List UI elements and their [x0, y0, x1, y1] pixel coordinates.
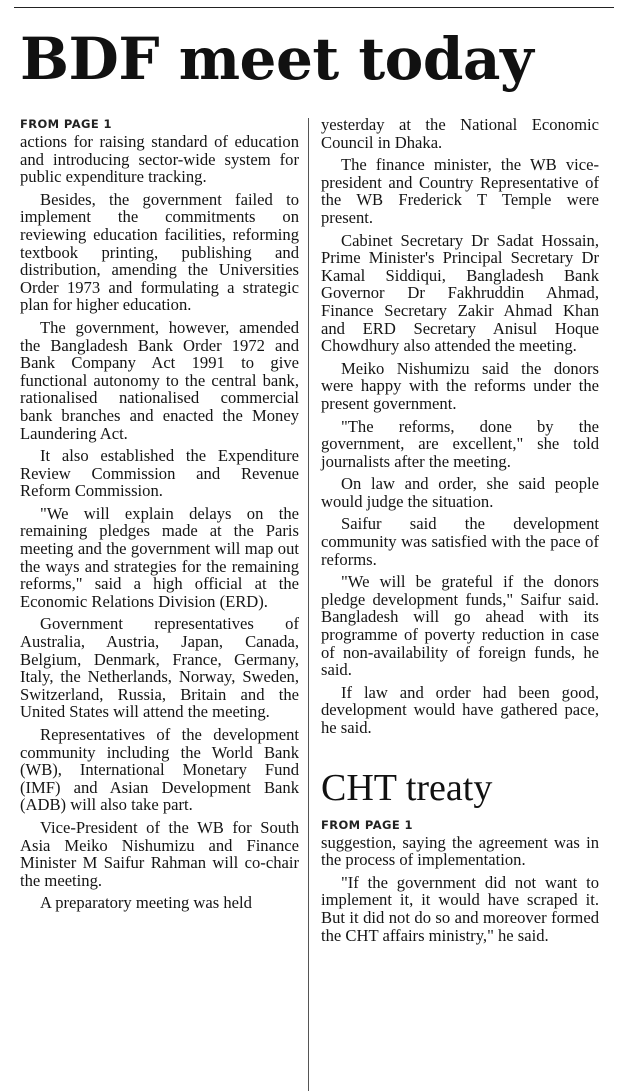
column-divider	[308, 118, 309, 1091]
headline-cht-treaty: CHT treaty	[321, 766, 493, 809]
paragraph: Besides, the government failed to implement the commitments on reviewing education facilities, reforming textbook printing, publishing and distribution, amending the Universities Order 1973 and formulating a strategic plan for higher education.	[20, 189, 299, 315]
kicker-from-page-1: FROM PAGE 1	[321, 817, 413, 832]
kicker-from-page-1: FROM PAGE 1	[20, 117, 112, 131]
paragraph: The finance minister, the WB vice-president and Country Representative of the WB Frederick T Temple were present.	[321, 155, 599, 227]
headline-bdf-meet: BDF meet today	[20, 25, 534, 93]
left-column	[20, 116, 299, 912]
paragraph: Cabinet Secretary Dr Sadat Hossain, Prime Minister's Principal Secretary Dr Kamal Siddiqui, Bangladesh Bank Governor Dr Fakhruddin Ahmad, Finance Secretary Zakir Ahmad Khan and ERD Secretary Anisul Hoque Chowdhury also attended the meeting.	[321, 230, 599, 356]
paragraph: "If the government did not want to implement it, it would have scraped it. But it did not do so and moreover formed the CHT affairs ministry," he said.	[321, 872, 599, 945]
paragraph: On law and order, she said people would judge the situation.	[321, 474, 599, 511]
paragraph: "We will explain delays on the remaining pledges made at the Paris meeting and the government will map out the ways and strategies for the remaining reforms," said a high official at the Economic Relations Division (ERD).	[20, 503, 299, 611]
paragraph: suggestion, saying the agreement was in the process of implementation.	[321, 832, 599, 870]
paragraph: The government, however, amended the Bangladesh Bank Order 1972 and Bank Company Act 1991 to give functional autonomy to the central bank, rationalised nationalised commercial bank branches and enacted the Money Laundering Act.	[20, 317, 299, 443]
paragraph: "We will be grateful if the donors pledge development funds," Saifur said. Bangladesh will go ahead with its programme of poverty reduction in case of non-availability of foreign funds, he said.	[321, 572, 599, 680]
paragraph: "The reforms, done by the government, are excellent," she told journalists after the meeting.	[321, 416, 599, 471]
paragraph: Vice-President of the WB for South Asia Meiko Nishumizu and Finance Minister M Saifur Rahman will co-chair the meeting.	[20, 817, 299, 890]
paragraph: A preparatory meeting was held	[40, 893, 252, 913]
paragraph: Government representatives of Australia, Austria, Japan, Canada, Belgium, Denmark, France, Germany, Italy, the Netherlands, Norway, Sweden, Switzerland, Russia, Britain and the United States will attend the meeting.	[20, 614, 299, 722]
paragraph: If law and order had been good, development would have gathered pace, he said.	[321, 682, 599, 737]
paragraph: actions for raising standard of education and introducing sector-wide system for public expenditure tracking.	[20, 132, 299, 187]
paragraph: Meiko Nishumizu said the donors were happy with the reforms under the present government.	[321, 358, 599, 413]
paragraph: Saifur said the development community was satisfied with the pace of reforms.	[321, 514, 599, 569]
paragraph: Representatives of the development community including the World Bank (WB), International Monetary Fund (IMF) and Asian Development Bank (ADB) will also take part.	[20, 725, 299, 815]
paragraph: yesterday at the National Economic Council in Dhaka.	[321, 115, 599, 152]
top-rule	[14, 7, 614, 8]
right-column	[321, 116, 599, 944]
paragraph: It also established the Expenditure Review Commission and Revenue Reform Commission.	[20, 446, 299, 501]
